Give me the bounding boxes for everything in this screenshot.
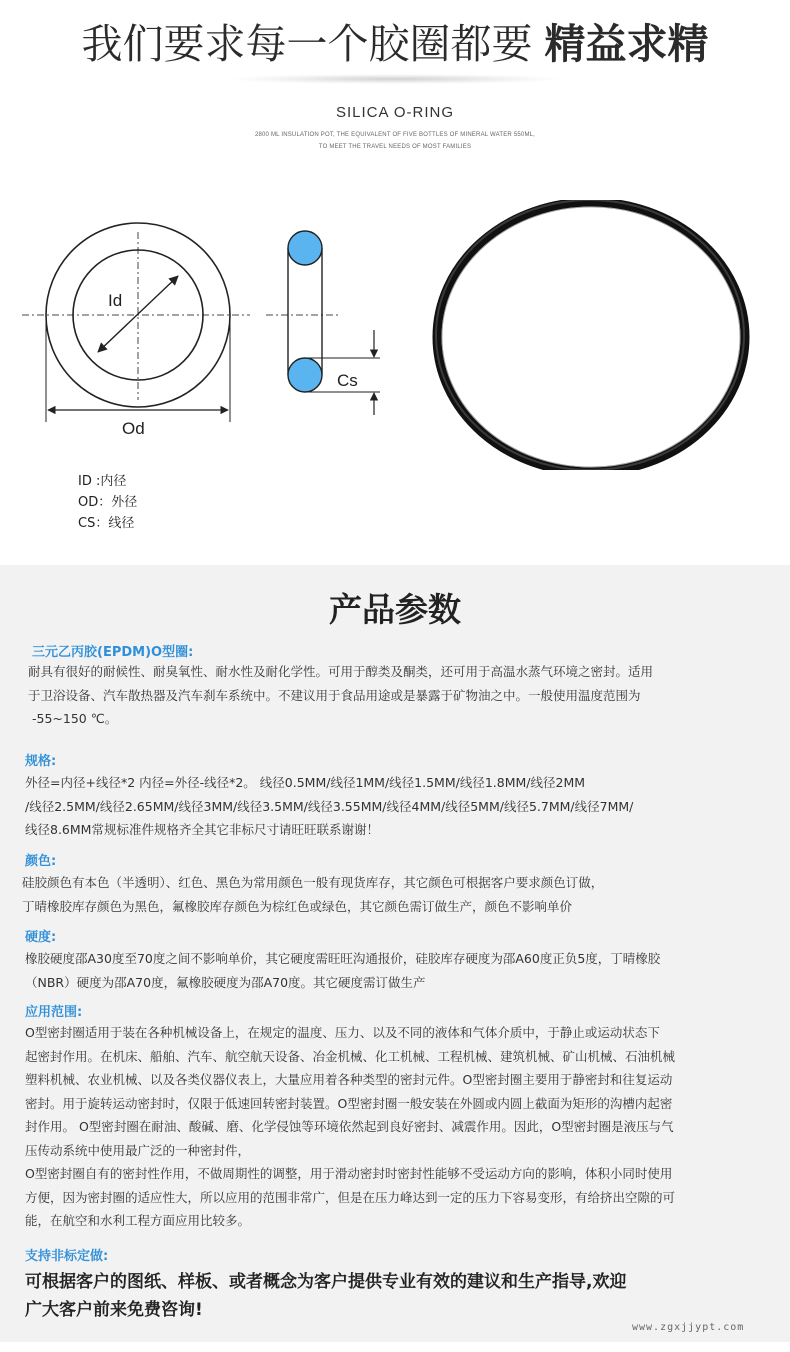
product-subtitle: SILICA O-RING	[335, 104, 455, 121]
paragraph-line: -55~150 ℃。	[32, 711, 118, 726]
headline-light-text: 我们要求每一个胶圈都要	[81, 20, 533, 68]
legend-item-od: OD：外径	[78, 495, 138, 510]
legend-item-cs: CS：线径	[78, 516, 135, 531]
headline-shadow	[230, 74, 560, 84]
paragraph-line: 封作用。 O型密封圈在耐油、酸碱、磨、化学侵蚀等环境依然起到良好密封、减震作用。因此，O型密封圈是液压与气	[25, 1119, 674, 1134]
site-watermark: www.zgxjjypt.com	[632, 1322, 745, 1333]
paragraph-line: 外径=内径+线径*2 内径=外径-线径*2。 线径0.5MM/线径1MM/线径1.5MM/线径1.8MM/线径2MM	[25, 775, 586, 790]
paragraph-line: 丁晴橡胶库存颜色为黑色，氟橡胶库存颜色为棕红色或绿色，其它颜色需订做生产，颜色不影响单价	[22, 898, 573, 914]
section-label-custom: 支持非标定做:	[25, 1249, 109, 1264]
section-text-specs	[25, 771, 633, 842]
paragraph-line: 可根据客户的图纸、样板、或者概念为客户提供专业有效的建议和生产指导,欢迎	[25, 1272, 627, 1292]
dimension-legend	[78, 472, 137, 535]
section-text-color	[22, 871, 603, 918]
section-circle-top	[288, 231, 322, 265]
section-text-epdm	[28, 660, 653, 731]
paragraph-line: 压传动系统中使用最广泛的一种密封件，	[25, 1142, 251, 1158]
paragraph-line: /线径2.5MM/线径2.65MM/线径3MM/线径3.5MM/线径3.55MM/线径4MM/线径5MM/线径5.7MM/线径7MM/	[25, 798, 634, 814]
paragraph-line: （NBR）硬度为邵A70度，氟橡胶硬度为邵A70度。其它硬度需订做生产	[25, 974, 426, 990]
paragraph-line: 线径8.6MM常规标准件规格齐全其它非标尺寸请旺旺联系谢谢！	[25, 822, 379, 837]
section-label-epdm: 三元乙丙胶(EPDM)O型圈:	[32, 645, 194, 660]
headline-bold-text: 精益求精	[544, 20, 709, 68]
footer-strip	[0, 1342, 790, 1352]
paragraph-line: O型密封圈自有的密封性作用，不做周期性的调整，用于滑动密封时密封性能够不受运动方向的影响，体积小同时使用	[25, 1166, 673, 1181]
paragraph-line: 能，在航空和水利工程方面应用比较多。	[25, 1213, 251, 1228]
section-text-application	[25, 1021, 675, 1233]
parameters-title: 产品参数	[329, 590, 461, 629]
oring-dimension-diagram	[0, 200, 790, 470]
section-label-application: 应用范围:	[25, 1005, 83, 1020]
paragraph-line: 橡胶硬度邵A30度至70度之间不影响单价，其它硬度需旺旺沟通报价，硅胶库存硬度为邵A60度正负5度，丁晴橡胶	[25, 951, 661, 966]
section-circle-bottom	[288, 358, 322, 392]
id-dimension-label: Id	[108, 291, 123, 310]
tagline-line-2: TO MEET THE TRAVEL NEEDS OF MOST FAMILIES	[318, 144, 472, 150]
cs-dimension-label: Cs	[337, 371, 358, 390]
paragraph-line: O型密封圈适用于装在各种机械设备上，在规定的温度、压力、以及不同的液体和气体介质中，于静止或运动状态下	[25, 1025, 660, 1040]
paragraph-line: 起密封作用。在机床、船舶、汽车、航空航天设备、冶金机械、化工机械、工程机械、建筑机械、矿山机械、石油机械	[25, 1048, 676, 1064]
paragraph-line: 塑料机械、农业机械、以及各类仪器仪表上，大量应用着各种类型的密封元件。O型密封圈主要用于静密封和往复运动	[25, 1072, 673, 1087]
paragraph-line: 广大客户前来免费咨询!	[25, 1300, 203, 1320]
page-headline	[0, 16, 790, 72]
paragraph-line: 耐具有很好的耐候性、耐臭氧性、耐水性及耐化学性。可用于醇类及酮类，还可用于高温水蒸气环境之密封。适用	[28, 664, 654, 679]
paragraph-line: 于卫浴设备、汽车散热器及汽车刹车系统中。不建议用于食品用途或是暴露于矿物油之中。一般使用温度范围为	[28, 687, 641, 703]
section-text-hardness	[25, 947, 660, 994]
section-label-hardness: 硬度:	[25, 930, 57, 945]
paragraph-line: 密封。用于旋转运动密封时，仅限于低速回转密封装置。O型密封圈一般安装在外圆或内圆上截面为矩形的沟槽内起密	[25, 1095, 673, 1111]
paragraph-line: 硅胶颜色有本色（半透明）、红色、黑色为常用颜色一般有现货库存，其它颜色可根据客户要求颜色订做，	[22, 875, 604, 890]
section-label-specs: 规格:	[25, 754, 57, 769]
section-text-custom	[25, 1268, 626, 1324]
section-label-color: 颜色:	[25, 854, 57, 869]
cross-section-view	[266, 231, 380, 415]
tagline-line-1: 2800 ML INSULATION POT, THE EQUIVALENT OF FIVE BOTTLES OF MINERAL WATER 550ML,	[254, 132, 536, 138]
od-dimension-label: Od	[122, 419, 145, 438]
oring-product-image	[436, 200, 745, 470]
legend-item-id: ID :内径	[78, 474, 127, 489]
paragraph-line: 方便，因为密封圈的适应性大，所以应用的范围非常广，但是在压力峰达到一定的压力下容易变形，有给挤出空隙的可	[25, 1189, 676, 1205]
front-view-ring	[22, 223, 250, 438]
